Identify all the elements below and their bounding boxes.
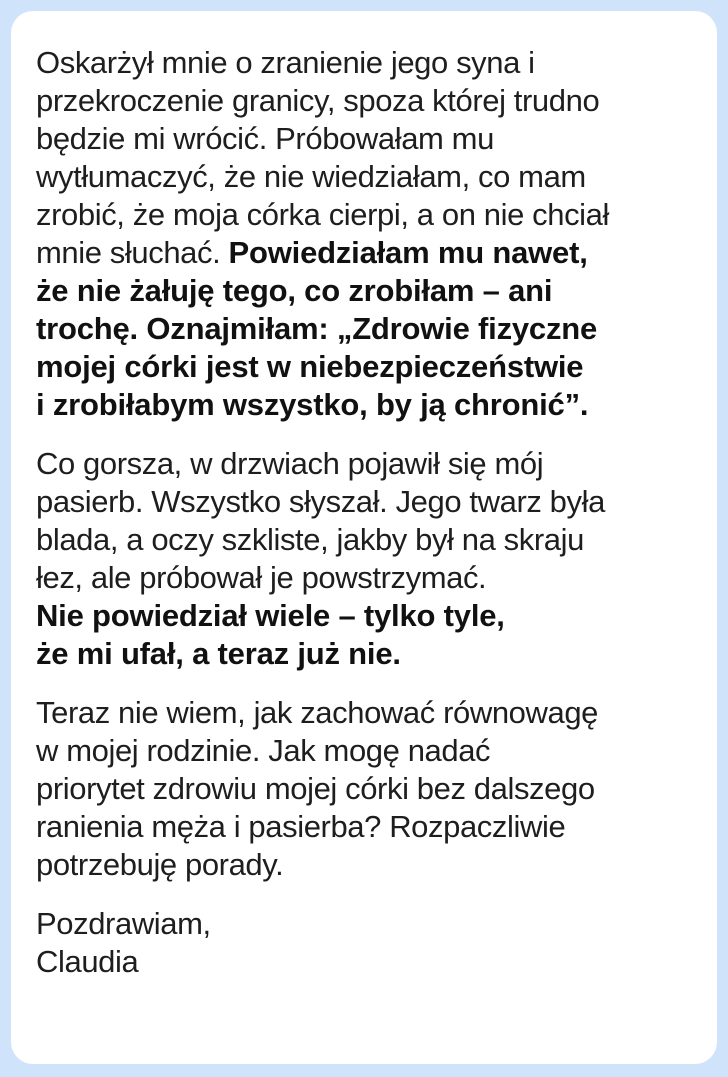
- text-line: zrobić, że moja córka cierpi, a on nie chciał: [36, 197, 609, 232]
- text-line: blada, a oczy szkliste, jakby był na skraju: [36, 522, 584, 557]
- paragraph-1: [36, 44, 699, 424]
- bold-text-segment: Powiedziałam mu nawet,: [228, 235, 588, 270]
- bold-text-line: mojej córki jest w niebezpieczeństwie: [36, 349, 584, 384]
- text-line: priorytet zdrowiu mojej córki bez dalszego: [36, 771, 595, 806]
- text-line: przekroczenie granicy, spoza której trudno: [36, 83, 600, 118]
- text-line: łez, ale próbował je powstrzymać.: [36, 560, 487, 595]
- bold-text-line: trochę. Oznajmiłam: „Zdrowie fizyczne: [36, 311, 598, 346]
- bold-text-line: że nie żałuję tego, co zrobiłam – ani: [36, 273, 553, 308]
- letter-card: [11, 11, 717, 1064]
- text-segment: mnie słuchać.: [36, 235, 229, 270]
- closing: [36, 905, 699, 981]
- letter-body: [36, 44, 699, 981]
- text-line: Oskarżył mnie o zranienie jego syna i: [36, 45, 535, 80]
- bold-text-line: i zrobiłabym wszystko, by ją chronić”.: [36, 387, 589, 422]
- bold-text-line: Nie powiedział wiele – tylko tyle,: [36, 598, 505, 633]
- text-line: w mojej rodzinie. Jak mogę nadać: [36, 733, 491, 768]
- bold-text-line: że mi ufał, a teraz już nie.: [36, 636, 401, 671]
- text-line: ranienia męża i pasierba? Rozpaczliwie: [36, 809, 566, 844]
- signature: Claudia: [36, 944, 139, 979]
- text-line: wytłumaczyć, że nie wiedziałam, co mam: [36, 159, 586, 194]
- text-line: pasierb. Wszystko słyszał. Jego twarz była: [36, 484, 605, 519]
- paragraph-3: [36, 694, 699, 884]
- text-line: Co gorsza, w drzwiach pojawił się mój: [36, 446, 544, 481]
- mixed-text-line: [36, 234, 699, 272]
- text-line: Teraz nie wiem, jak zachować równowagę: [36, 695, 599, 730]
- paragraph-2: [36, 445, 699, 673]
- text-line: będzie mi wrócić. Próbowałam mu: [36, 121, 494, 156]
- text-line: potrzebuję porady.: [36, 847, 284, 882]
- closing-greeting: Pozdrawiam,: [36, 906, 211, 941]
